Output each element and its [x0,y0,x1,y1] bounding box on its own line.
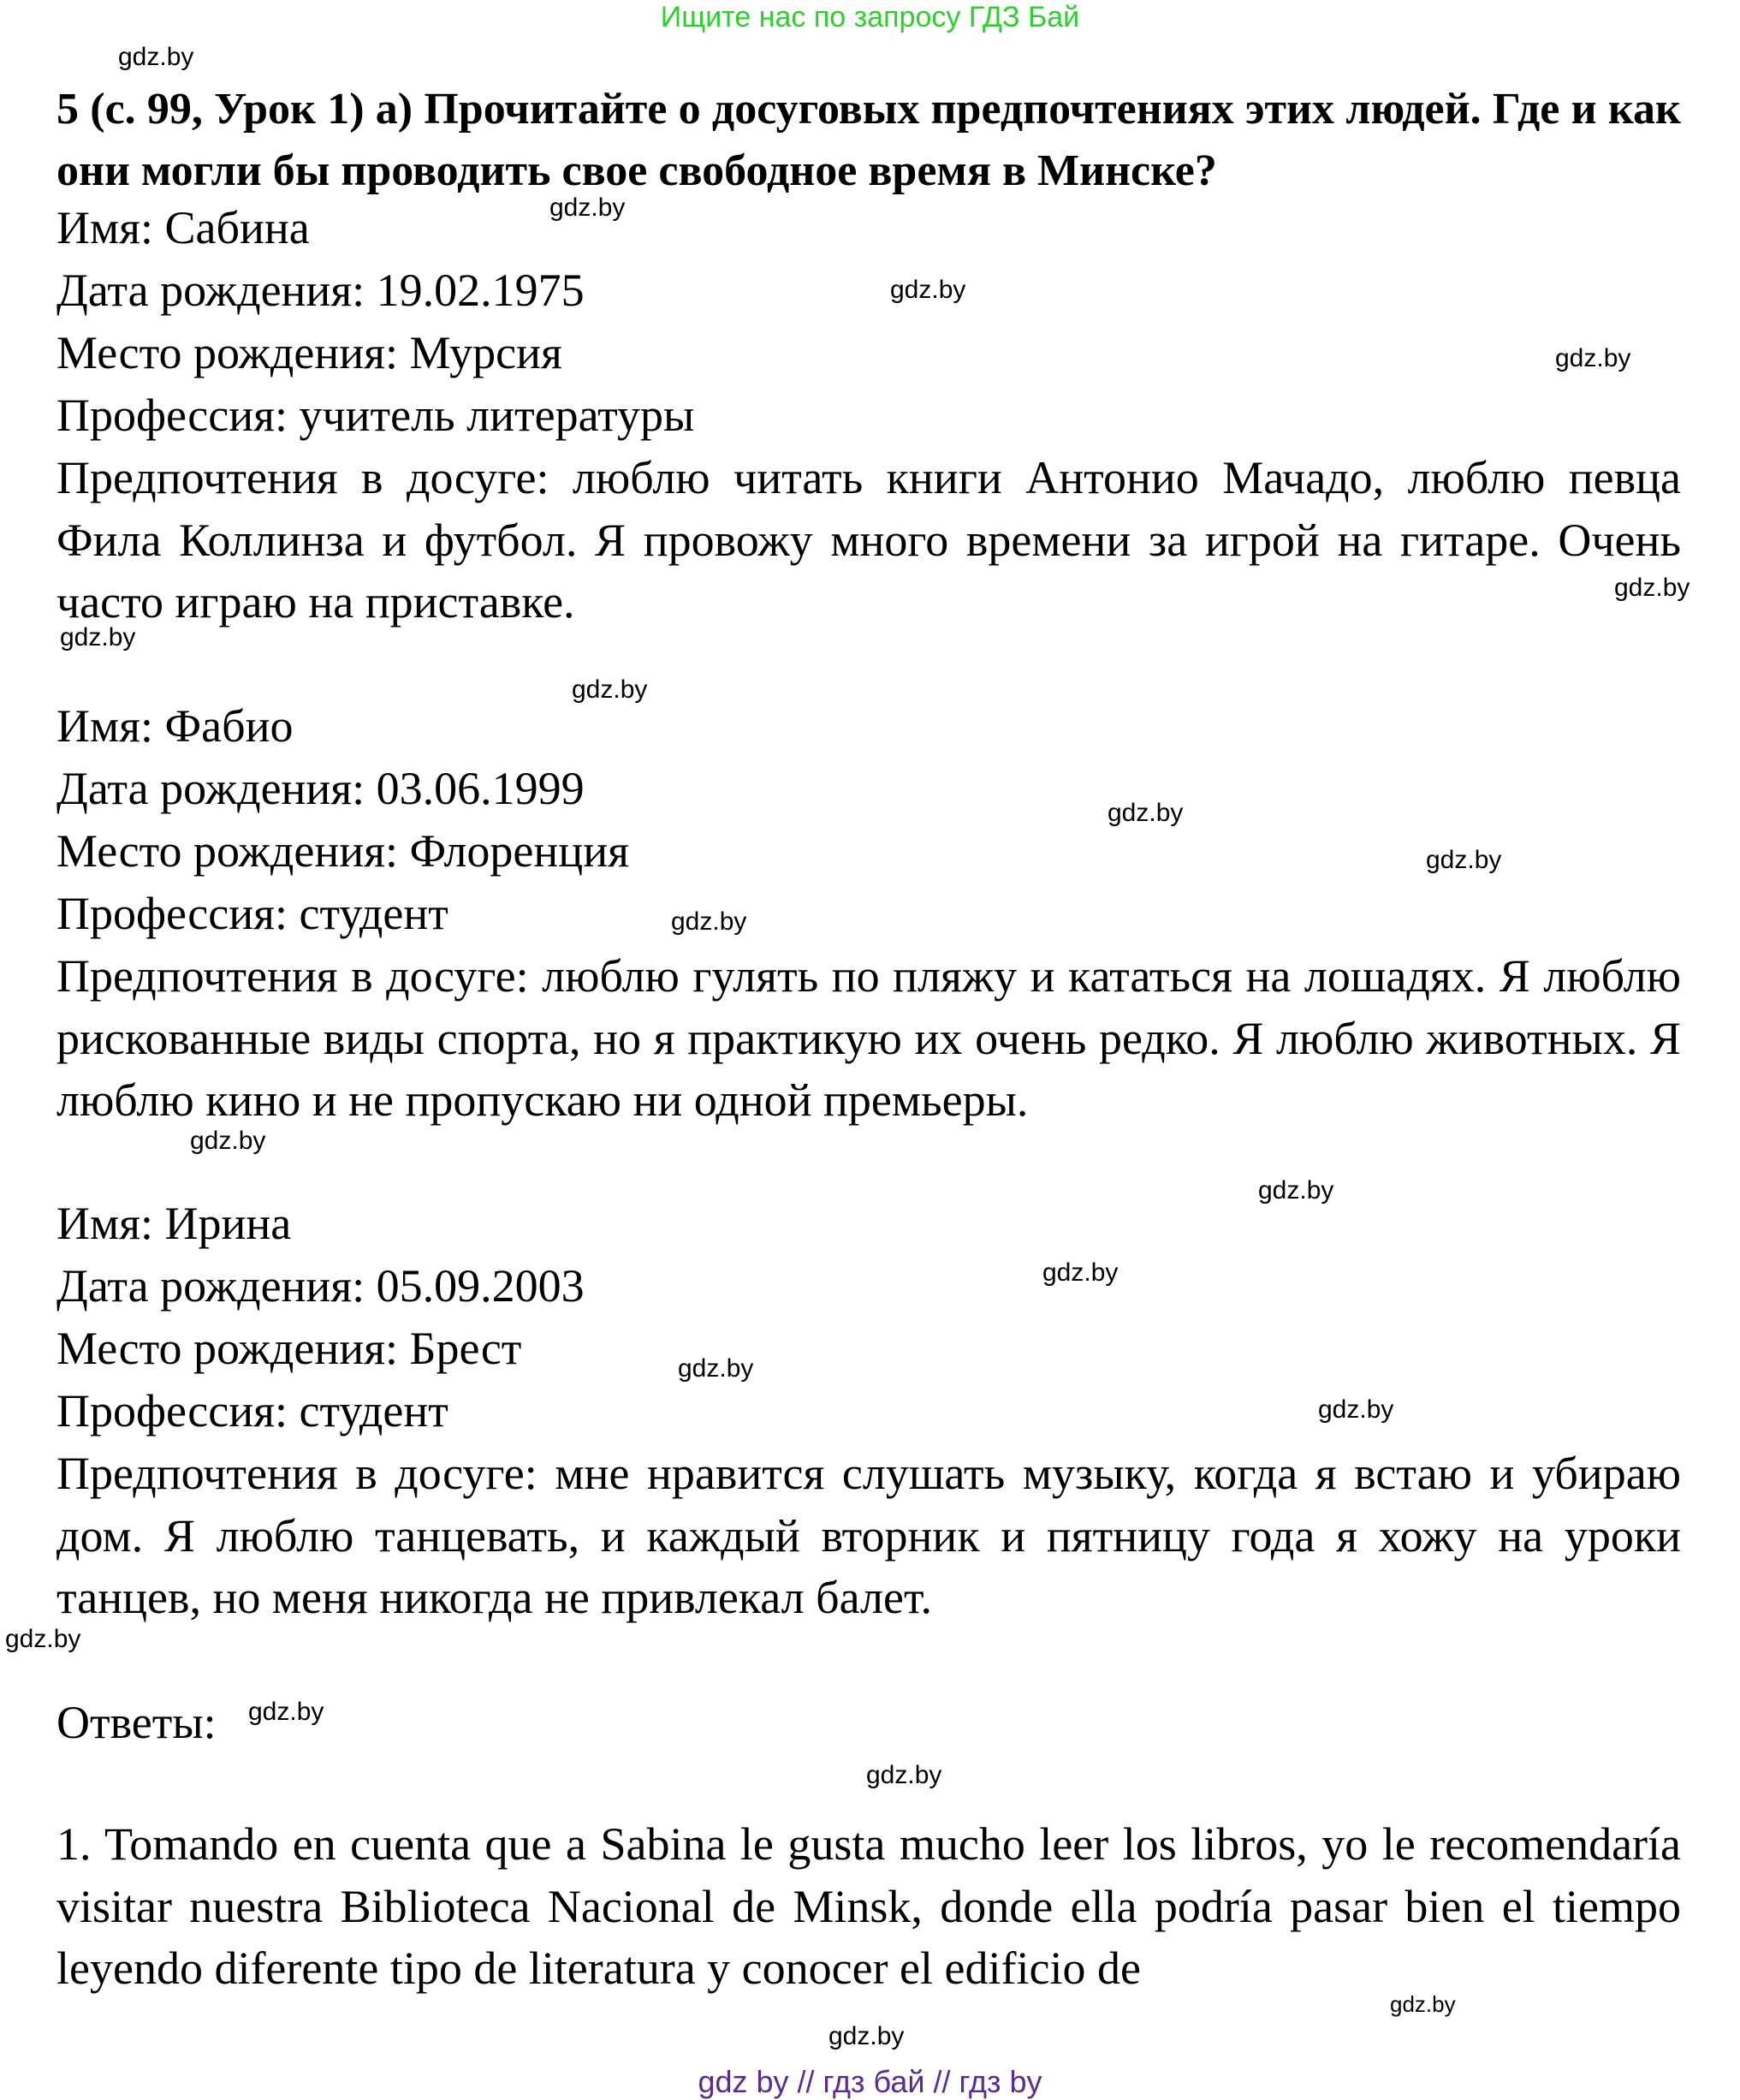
answers-label: Ответы: [56,1697,217,1748]
profile-leisure: Предпочтения в досуге: люблю читать книги Антонио Мачадо, люблю певца Фила Коллинза и футбол. Я провожу много времени за игрой на гитаре. Очень часто играю на приставке. [56,452,1681,628]
watermark: gdz.by [678,1354,754,1383]
watermark: gdz.by [1390,1991,1456,2017]
watermark: gdz.by [549,193,626,222]
task-title: 5 (с. 99, Урок 1) а) Прочитайте о досуговых предпочтениях этих людей. Где и как они могли бы проводить свое свободное время в Минске? [56,85,1681,195]
answer-item: 1. Tomando en cuenta que a Sabina le gusta mucho leer los libros, yo le recomendaría visitar nuestra Biblioteca Nacional de Minsk, donde ella podría pasar bien el tiempo leyendo diferente tipo de literatura y conocer el edificio de [56,1818,1681,1994]
profile-birth-place: Место рождения: Мурсия [56,327,562,378]
watermark: gdz.by [572,675,648,704]
top-banner: Ищите нас по запросу ГДЗ Бай [660,1,1080,33]
watermark: gdz.by [866,1761,942,1789]
watermark: gdz.by [890,276,966,304]
profile-profession: Профессия: студент [56,888,448,939]
watermark: gdz.by [671,907,747,936]
profile-leisure: Предпочтения в досуге: мне нравится слушать музыку, когда я встаю и убираю дом. Я люблю танцевать, и каждый вторник и пятницу года я хожу на уроки танцев, но меня никогда не привлекал балет. [56,1448,1681,1623]
profile-name: Имя: Фабио [56,700,294,752]
watermark: gdz.by [828,2022,905,2050]
watermark: gdz.by [1555,344,1631,372]
profile-name: Имя: Сабина [56,202,310,253]
watermark: gdz.by [1614,574,1690,602]
watermark: gdz.by [1258,1176,1334,1205]
watermark: gdz.by [248,1698,324,1726]
watermark: gdz.by [190,1127,266,1155]
profile-profession: Профессия: учитель литературы [56,390,695,441]
watermark: gdz.by [118,43,194,71]
watermark: gdz.by [5,1625,81,1653]
profile-birth-date: Дата рождения: 03.06.1999 [56,763,585,814]
watermark: gdz.by [1042,1258,1119,1287]
profile-birth-date: Дата рождения: 05.09.2003 [56,1260,585,1312]
footer-links: gdz by // гдз бай // гдз by [698,2064,1042,2099]
watermark: gdz.by [60,623,136,651]
profile-birth-place: Место рождения: Брест [56,1323,522,1374]
profile-birth-place: Место рождения: Флоренция [56,825,629,877]
watermark: gdz.by [1108,799,1184,827]
profile-name: Имя: Ирина [56,1198,292,1249]
profile-birth-date: Дата рождения: 19.02.1975 [56,265,585,316]
profile-leisure: Предпочтения в досуге: люблю гулять по пляжу и кататься на лошадях. Я люблю рискованные виды спорта, но я практикую их очень редко. Я люблю животных. Я люблю кино и не пропускаю ни одной премьеры. [56,950,1681,1126]
watermark: gdz.by [1318,1395,1394,1424]
profile-profession: Профессия: студент [56,1385,448,1437]
watermark: gdz.by [1426,846,1502,874]
